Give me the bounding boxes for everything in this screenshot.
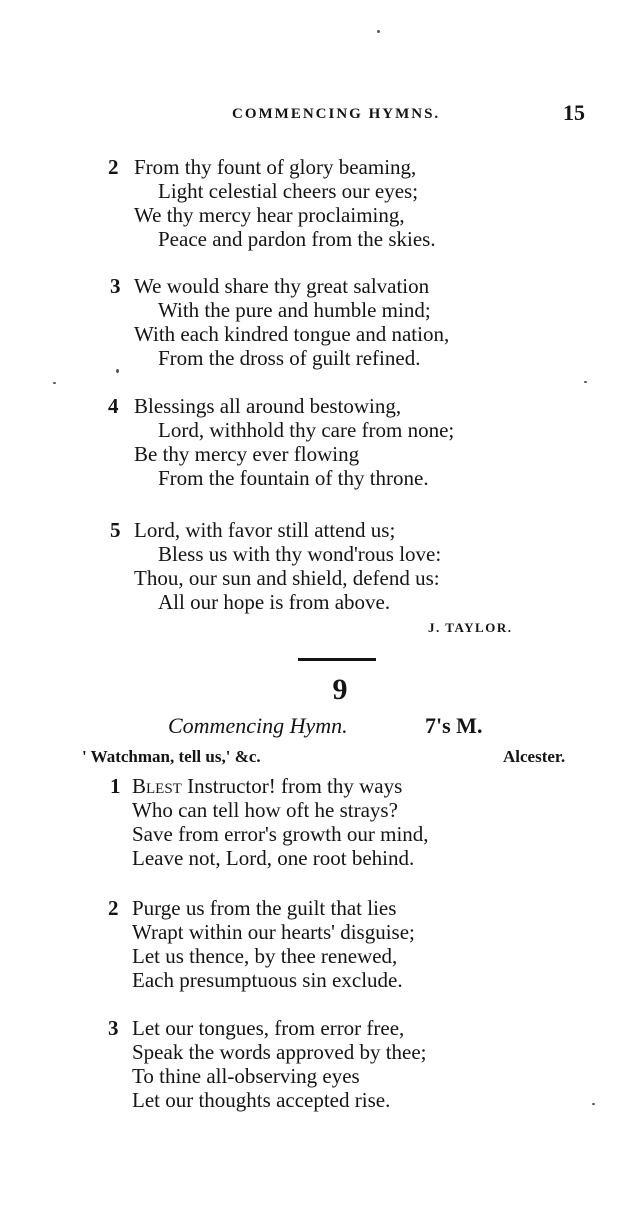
stanza-number: 5 <box>110 518 121 542</box>
scan-speck <box>377 30 380 33</box>
stanza-number: 3 <box>108 1016 119 1040</box>
stanza-number: 3 <box>110 274 121 298</box>
page-number: 15 <box>563 100 585 125</box>
verse-line: From thy fount of glory beaming, <box>134 155 417 179</box>
verse-line: Lord, withhold thy care from none; <box>158 418 455 442</box>
verse-line: Blessings all around bestowing, <box>134 394 402 418</box>
hymn-title: Commencing Hymn. <box>168 713 348 738</box>
stanza-number: 1 <box>110 774 121 798</box>
verse-line: We thy mercy hear proclaiming, <box>134 203 405 227</box>
running-head: COMMENCING HYMNS. <box>232 106 441 122</box>
verse-line: From the dross of guilt refined. <box>158 346 421 370</box>
verse-line <box>132 774 402 798</box>
verse-line: Each presumptuous sin exclude. <box>132 968 403 992</box>
stanza-number: 4 <box>108 394 119 418</box>
stanza-number: 2 <box>108 896 119 920</box>
verse-line: All our hope is from above. <box>158 590 391 614</box>
verse-line: Save from error's growth our mind, <box>132 822 429 846</box>
verse-line: Let our tongues, from error free, <box>132 1016 405 1040</box>
verse-line: Light celestial cheers our eyes; <box>158 179 419 203</box>
verse-line: Leave not, Lord, one root behind. <box>132 846 415 870</box>
scan-speck <box>53 382 56 384</box>
verse-line: To thine all-observing eyes <box>132 1064 360 1088</box>
verse-line: Let us thence, by thee renewed, <box>132 944 398 968</box>
scan-speck <box>584 381 587 383</box>
verse-line: Purge us from the guilt that lies <box>132 896 397 920</box>
verse-line: Peace and pardon from the skies. <box>158 227 436 251</box>
verse-line: Thou, our sun and shield, defend us: <box>134 566 440 590</box>
first-line-reference: ' Watchman, tell us,' &c. <box>82 747 261 766</box>
verse-line: We would share thy great salvation <box>134 274 430 298</box>
hymn-number: 9 <box>332 673 348 706</box>
verse-line: Be thy mercy ever flowing <box>134 442 360 466</box>
verse-line: Wrapt within our hearts' disguise; <box>132 920 415 944</box>
scan-speck <box>116 369 119 373</box>
verse-line: Who can tell how oft he strays? <box>132 798 398 822</box>
stanza-number: 2 <box>108 155 119 179</box>
hymn-meter: 7's M. <box>425 713 483 738</box>
verse-line: Bless us with thy wond'rous love: <box>158 542 442 566</box>
verse-line-rest: Instructor! from thy ways <box>181 774 403 798</box>
tune-name: Alcester. <box>503 747 566 766</box>
drop-word: Blest <box>132 774 182 798</box>
verse-line: Lord, with favor still attend us; <box>134 518 396 542</box>
verse-line: With each kindred tongue and nation, <box>134 322 450 346</box>
hymn-author: J. TAYLOR. <box>428 620 513 635</box>
verse-line: Let our thoughts accepted rise. <box>132 1088 391 1112</box>
scan-speck <box>592 1103 595 1105</box>
verse-line: From the fountain of thy throne. <box>158 466 429 490</box>
section-divider <box>298 658 376 661</box>
verse-line: With the pure and humble mind; <box>158 298 431 322</box>
verse-line: Speak the words approved by thee; <box>132 1040 427 1064</box>
